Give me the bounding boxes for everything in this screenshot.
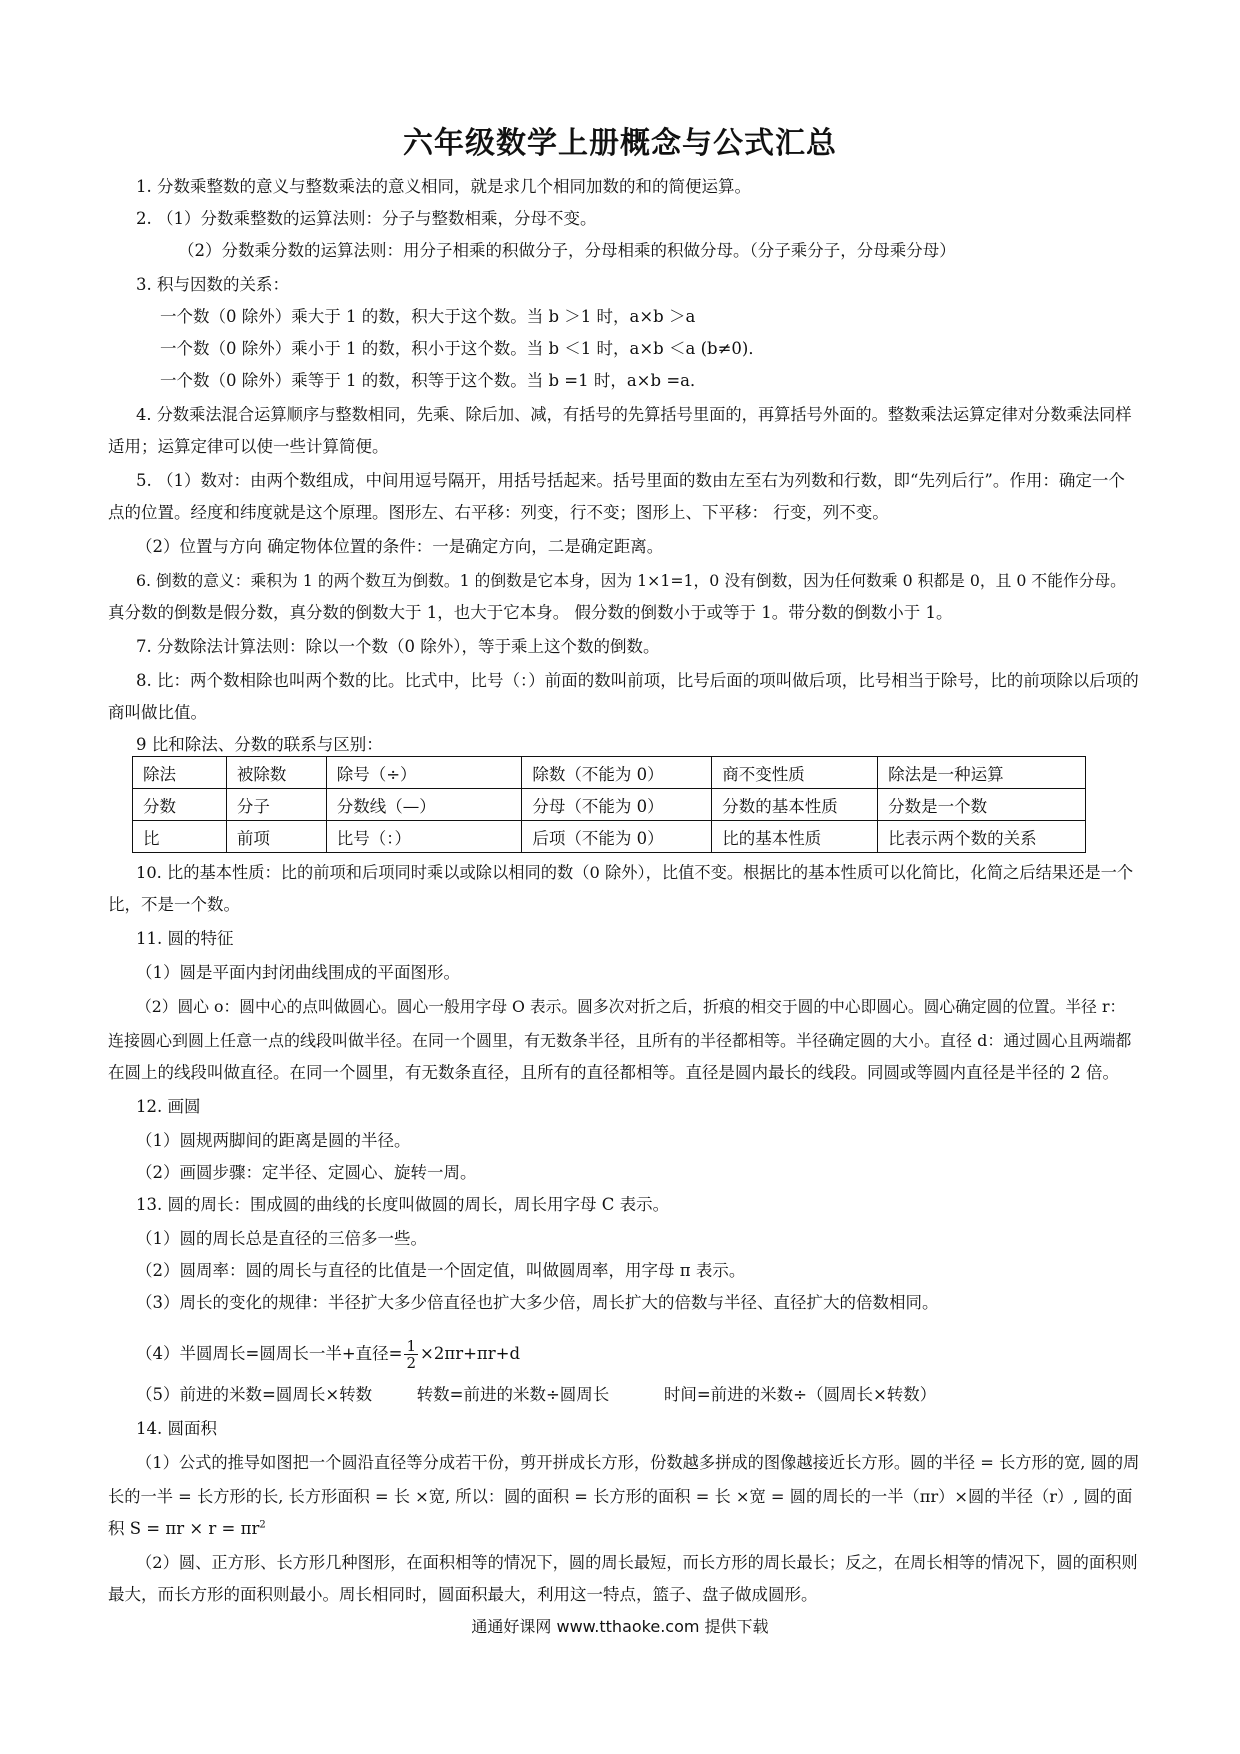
table-cell: 除号（÷） (326, 757, 522, 789)
text-line: 11. 圆的特征 (136, 929, 234, 948)
table-cell: 比号（：） (326, 821, 522, 853)
area-formula (108, 1518, 266, 1540)
text-line: 2. （1）分数乘整数的运算法则：分子与整数相乘，分母不变。 (136, 209, 597, 228)
text-line: 一个数（0 除外）乘等于 1 的数，积等于这个数。当 b =1 时，a×b =a． (160, 371, 707, 390)
table-row (133, 757, 1086, 789)
formula-prefix: （4）半圆周长=圆周长一半+直径= (136, 1344, 403, 1363)
table-cell: 后项（不能为 0） (522, 821, 712, 853)
text-line: 13. 圆的周长：围成圆的曲线的长度叫做圆的周长，周长用字母 C 表示。 (136, 1195, 670, 1214)
text-line: 点的位置。经度和纬度就是这个原理。图形左、右平移：列变，行不变；图形上、下平移： 行变，列不变。 (108, 503, 889, 522)
text-line: 最大，而长方形的面积则最小。周长相同时，圆面积最大，利用这一特点，篮子、盘子做成圆形。 (108, 1585, 818, 1604)
text-line: （1）公式的推导如图把一个圆沿直径等分成若干份，剪开拼成长方形，份数越多拼成的图像越接近长方形。圆的半径 = 长方形的宽, 圆的周 (136, 1453, 1140, 1472)
text-line: 6. 倒数的意义：乘积为 1 的两个数互为倒数。1 的倒数是它本身，因为 1×1=1，0 没有倒数，因为任何数乘 0 积都是 0，且 0 不能作分母。 (136, 571, 1126, 590)
text-line: （1）圆是平面内封闭曲线围成的平面图形。 (136, 963, 460, 982)
text-line: 14. 圆面积 (136, 1419, 217, 1438)
formula-time: 时间=前进的米数÷（圆周长×转数） (663, 1385, 937, 1404)
table-cell: 商不变性质 (712, 757, 878, 789)
fraction-denominator: 2 (406, 1354, 417, 1372)
text-line: 10. 比的基本性质：比的前项和后项同时乘以或除以相同的数（0 除外），比值不变。根据比的基本性质可以化简比，化简之后结果还是一个 (136, 863, 1134, 882)
text-line: 一个数（0 除外）乘大于 1 的数，积大于这个数。当 b ＞1 时，a×b ＞a (160, 307, 696, 326)
text-line: 连接圆心到圆上任意一点的线段叫做半径。在同一个圆里，有无数条半径，且所有的半径都相等。半径确定圆的大小。直径 d：通过圆心且两端都 (108, 1031, 1132, 1050)
table-cell: 除法 (133, 757, 227, 789)
formula-distance: （5）前进的米数=圆周长×转数 (136, 1385, 373, 1404)
text-line: （2）圆、正方形、长方形几种图形，在面积相等的情况下，圆的周长最短，而长方形的周长最长；反之，在周长相等的情况下，圆的面积则 (136, 1553, 1138, 1572)
text-line: （1）圆的周长总是直径的三倍多一些。 (136, 1229, 427, 1248)
text-line: 12. 画圆 (136, 1097, 201, 1116)
table-cell: 被除数 (226, 757, 326, 789)
comparison-table (132, 756, 1086, 853)
formula-suffix: ×2πr+πr+d (420, 1344, 521, 1363)
page-footer: 通通好课网 www.tthaoke.com 提供下载 (471, 1617, 769, 1636)
table-cell: 分母（不能为 0） (522, 789, 712, 821)
travel-formulas (136, 1384, 936, 1406)
table-cell: 分数是一个数 (878, 789, 1086, 821)
text-line: 适用；运算定律可以使一些计算简便。 (108, 437, 389, 456)
fraction-numerator: 1 (406, 1337, 417, 1355)
formula-turns: 转数=前进的米数÷圆周长 (416, 1385, 610, 1404)
table-cell: 分数的基本性质 (712, 789, 878, 821)
table-cell: 比表示两个数的关系 (878, 821, 1086, 853)
text-line: 一个数（0 除外）乘小于 1 的数，积小于这个数。当 b ＜1 时，a×b ＜a (b≠0)． (160, 339, 765, 358)
area-formula-text: 积 S = πr × r = πr (108, 1519, 260, 1538)
text-line: 8. 比：两个数相除也叫两个数的比。比式中，比号（：）前面的数叫前项，比号后面的项叫做后项，比号相当于除号，比的前项除以后项的 (136, 671, 1139, 690)
text-line: 比，不是一个数。 (108, 895, 240, 914)
text-line: （2）分数乘分数的运算法则：用分子相乘的积做分子，分母相乘的积做分母。（分子乘分子，分母乘分母） (178, 241, 956, 260)
text-line: 7. 分数除法计算法则：除以一个数（0 除外），等于乘上这个数的倒数。 (136, 637, 660, 656)
text-line: （2）圆周率：圆的周长与直径的比值是一个固定值，叫做圆周率，用字母 π 表示。 (136, 1261, 746, 1280)
text-line: 在圆上的线段叫做直径。在同一个圆里，有无数条直径，且所有的直径都相等。直径是圆内最长的线段。同圆或等圆内直径是半径的 2 倍。 (108, 1063, 1119, 1082)
text-line: 商叫做比值。 (108, 703, 207, 722)
text-line: 1. 分数乘整数的意义与整数乘法的意义相同，就是求几个相同加数的和的简便运算。 (136, 177, 751, 196)
text-line: 5. （1）数对：由两个数组成，中间用逗号隔开，用括号括起来。括号里面的数由左至右为列数和行数，即“先列后行”。作用：确定一个 (136, 471, 1125, 490)
table-row (133, 789, 1086, 821)
text-line: 长的一半 = 长方形的长, 长方形面积 = 长 ×宽, 所以：圆的面积 = 长方形的面积 = 长 ×宽 = 圆的周长的一半（πr）×圆的半径（r）, 圆的面 (108, 1487, 1133, 1506)
table-cell: 分数 (133, 789, 227, 821)
text-line: 9 比和除法、分数的联系与区别： (136, 735, 383, 754)
table-cell: 除数（不能为 0） (522, 757, 712, 789)
text-line: （2）位置与方向 确定物体位置的条件：一是确定方向，二是确定距离。 (136, 537, 664, 556)
area-formula-exponent: 2 (259, 1519, 266, 1531)
table-cell: 比 (133, 821, 227, 853)
table-cell: 前项 (226, 821, 326, 853)
semicircle-formula (136, 1334, 520, 1374)
text-line: （3）周长的变化的规律：半径扩大多少倍直径也扩大多少倍，周长扩大的倍数与半径、直径扩大的倍数相同。 (136, 1293, 939, 1312)
table-cell: 除法是一种运算 (878, 757, 1086, 789)
table-cell: 比的基本性质 (712, 821, 878, 853)
fraction (404, 1338, 418, 1371)
text-line: 真分数的倒数是假分数，真分数的倒数大于 1，也大于它本身。 假分数的倒数小于或等于 1。带分数的倒数小于 1。 (108, 603, 953, 622)
text-line: （2）圆心 o：圆中心的点叫做圆心。圆心一般用字母 O 表示。圆多次对折之后，折痕的相交于圆的中心即圆心。圆心确定圆的位置。半径 r： (136, 997, 1126, 1016)
page-title: 六年级数学上册概念与公式汇总 (403, 126, 837, 161)
table-row (133, 821, 1086, 853)
text-line: 3. 积与因数的关系： (136, 275, 289, 294)
table-cell: 分子 (226, 789, 326, 821)
table-cell: 分数线（—） (326, 789, 522, 821)
text-line: （2）画圆步骤：定半径、定圆心、旋转一周。 (136, 1163, 477, 1182)
text-line: 4. 分数乘法混合运算顺序与整数相同，先乘、除后加、减，有括号的先算括号里面的，再算括号外面的。整数乘法运算定律对分数乘法同样 (136, 405, 1132, 424)
text-line: （1）圆规两脚间的距离是圆的半径。 (136, 1131, 411, 1150)
